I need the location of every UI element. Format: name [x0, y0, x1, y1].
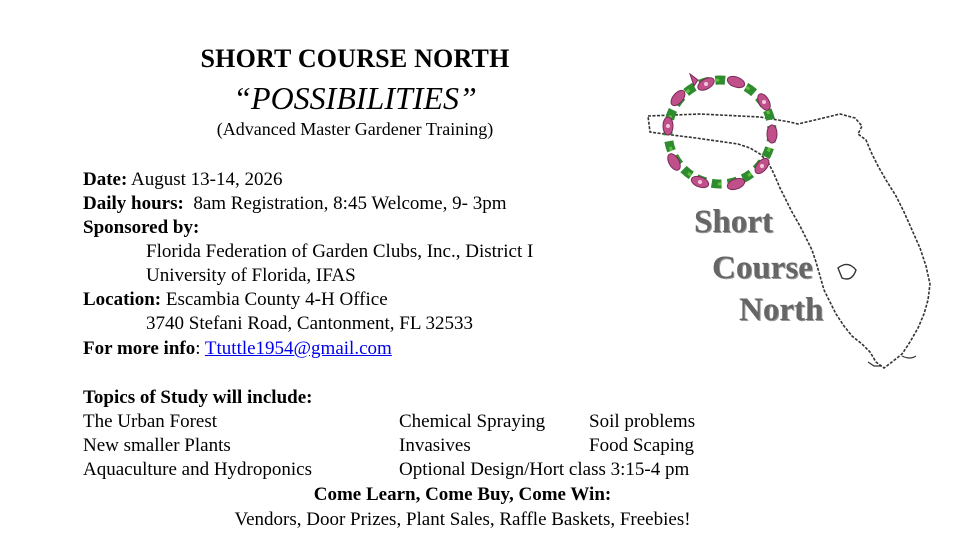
training-note: (Advanced Master Gardener Training): [216, 119, 494, 139]
hours-row: [83, 192, 506, 216]
date-value: August 13-14, 2026: [127, 169, 283, 190]
tagline: Come Learn, Come Buy, Come Win:: [313, 484, 612, 505]
topic-item: Chemical Spraying: [399, 411, 546, 432]
sponsor-1: Florida Federation of Garden Clubs, Inc., District I: [146, 241, 534, 262]
info-separator: :: [195, 338, 205, 359]
topic-item: Invasives: [399, 435, 471, 456]
topic-item: Food Scaping: [589, 435, 695, 456]
sponsored-label: Sponsored by:: [83, 217, 200, 238]
hours-label: Daily hours:: [83, 193, 184, 214]
email-link[interactable]: Ttuttle1954@gmail.com: [204, 338, 392, 359]
date-row: [83, 168, 283, 192]
logo-line-1: Short: [694, 204, 773, 240]
info-row: [83, 337, 392, 361]
theme-title: “POSSIBILITIES”: [233, 80, 477, 116]
location-label: Location:: [83, 289, 162, 310]
sponsored-row: [83, 216, 199, 240]
info-label: For more info: [83, 338, 196, 359]
page-title: SHORT COURSE NORTH: [200, 44, 510, 73]
logo-line-3: North: [739, 292, 824, 328]
extras-line: Vendors, Door Prizes, Plant Sales, Raffle Baskets, Freebies!: [234, 509, 691, 530]
topic-item: The Urban Forest: [83, 411, 218, 432]
location-address: 3740 Stefani Road, Cantonment, FL 32533: [146, 313, 474, 334]
sponsor-2: University of Florida, IFAS: [146, 265, 356, 286]
florida-map-icon: [640, 62, 940, 380]
logo-line-2: Course: [712, 250, 813, 286]
topic-item: Soil problems: [589, 411, 696, 432]
location-row: [83, 288, 388, 312]
short-course-logo: [640, 62, 940, 380]
topic-item: New smaller Plants: [83, 435, 231, 456]
date-label: Date:: [83, 169, 128, 190]
topic-item: Aquaculture and Hydroponics: [83, 459, 312, 480]
location-name: Escambia County 4-H Office: [161, 289, 388, 310]
topic-item: Optional Design/Hort class 3:15-4 pm: [399, 459, 690, 480]
topics-heading: Topics of Study will include:: [83, 387, 313, 408]
hours-value: 8am Registration, 8:45 Welcome, 9- 3pm: [183, 193, 507, 214]
